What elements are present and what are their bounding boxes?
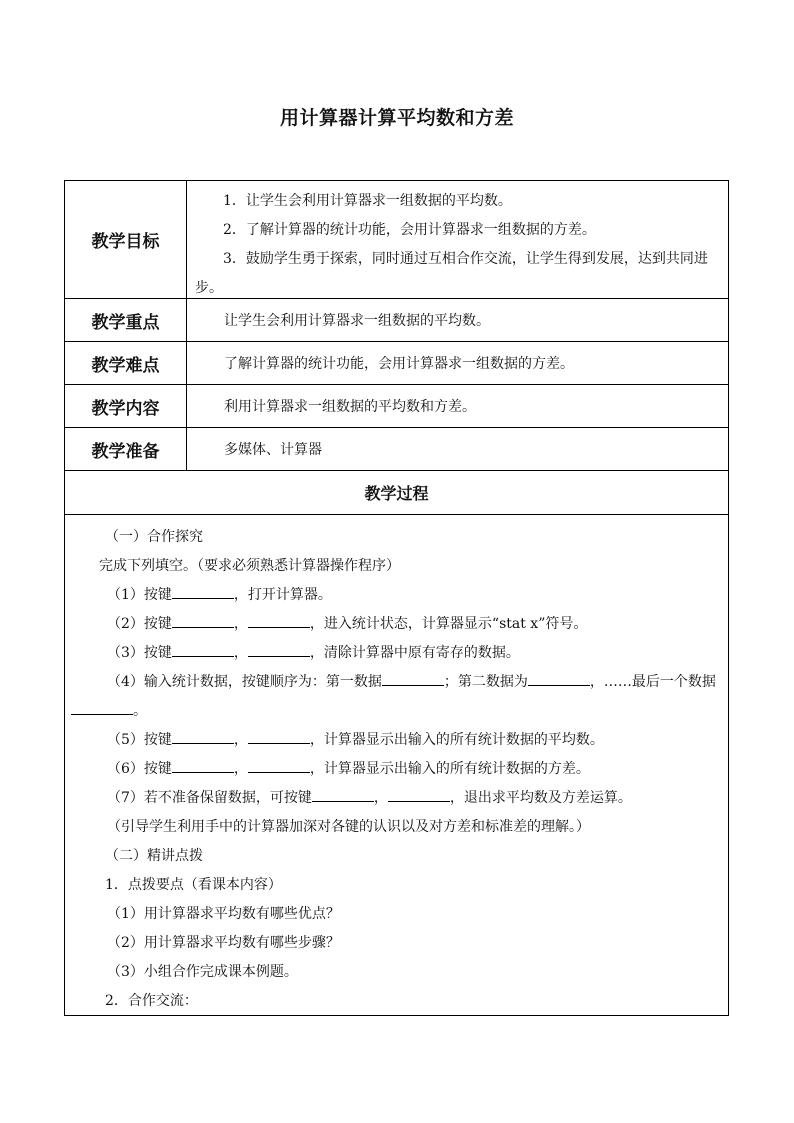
step-text: （4）输入统计数据，按键顺序为：第一数据 [107,674,382,690]
blank [248,758,310,773]
step-text: ，……最后一个数据 [589,674,716,690]
step-text: ， [233,732,248,748]
blank [172,584,234,599]
blank [172,613,234,628]
blank [528,671,590,686]
row-process [65,515,728,1015]
goals-label: 教学目标 [65,181,187,298]
step-5 [71,726,720,755]
goal-item: 3．鼓励学生勇于探索，同时通过互相合作交流，让学生得到发展，达到共同进步。 [195,251,708,296]
step-3 [71,639,720,668]
step-text: ，退出求平均数及方差运算。 [449,790,632,806]
step-text: ， [233,761,248,777]
blank [248,613,310,628]
step-2 [71,610,720,639]
question-item: （1）用计算器求平均数有哪些优点？ [107,906,340,922]
difficulty-content: 了解计算器的统计功能，会用计算器求一组数据的方差。 [224,356,574,372]
section-heading: （一）合作探究 [105,529,203,545]
lesson-plan-table [64,180,729,1016]
step-text: （1）按键 [107,587,172,603]
row-prep [65,428,728,471]
step-text: （3）按键 [107,645,172,661]
blank [248,729,310,744]
step-text: ， [233,645,248,661]
step-7 [71,784,720,813]
step-text: （5）按键 [107,732,172,748]
row-key [65,299,728,342]
difficulty-label: 教学难点 [65,342,187,384]
step-text: ；第二数据为 [443,674,528,690]
step-text: （2）按键 [107,616,172,632]
step-text: ，计算器显示出输入的所有统计数据的平均数。 [309,732,604,748]
goal-item: 1．让学生会利用计算器求一组数据的平均数。 [223,193,512,209]
section-heading: （二）精讲点拨 [105,848,203,864]
prep-content: 多媒体、计算器 [224,442,322,458]
step-text: ， [233,616,248,632]
question-item: （3）小组合作完成课本例题。 [107,964,298,980]
step-text: ，清除计算器中原有寄存的数据。 [309,645,520,661]
process-content [65,515,728,1015]
step-text: 。 [133,703,147,719]
step-text: ， [373,790,388,806]
step-text: （7）若不准备保留数据，可按键 [107,790,312,806]
page-title: 用计算器计算平均数和方差 [279,107,514,129]
blank [388,787,450,802]
content-label: 教学内容 [65,385,187,427]
row-goals [65,181,728,299]
blank [172,729,234,744]
row-process-header [65,471,728,515]
blank [312,787,374,802]
instruction: 完成下列填空。（要求必须熟悉计算器操作程序） [99,558,400,574]
blank [248,642,310,657]
step-4 [71,668,720,726]
blank [172,642,234,657]
goal-item: 2．了解计算器的统计功能，会用计算器求一组数据的方差。 [223,222,596,238]
blank [71,700,133,715]
guide-note: （引导学生利用手中的计算器加深对各键的认识以及对方差和标准差的理解。） [107,819,590,835]
blank [382,671,444,686]
step-text: ，进入统计状态，计算器显示“stat x”符号。 [309,616,588,632]
process-header: 教学过程 [364,484,429,503]
point-heading: 2．合作交流： [105,993,198,1009]
goals-content [187,181,728,298]
row-difficulty [65,342,728,385]
step-text: （6）按键 [107,761,172,777]
content-content: 利用计算器求一组数据的平均数和方差。 [224,399,476,415]
row-content [65,385,728,428]
prep-label: 教学准备 [65,428,187,470]
key-content: 让学生会利用计算器求一组数据的平均数。 [224,313,490,329]
step-text: ，计算器显示出输入的所有统计数据的方差。 [309,761,590,777]
key-label: 教学重点 [65,299,187,341]
step-6 [71,755,720,784]
point-heading: 1．点拨要点（看课本内容） [105,877,282,893]
step-text: ，打开计算器。 [233,587,332,603]
question-item: （2）用计算器求平均数有哪些步骤？ [107,935,340,951]
step-1 [71,581,720,610]
blank [172,758,234,773]
